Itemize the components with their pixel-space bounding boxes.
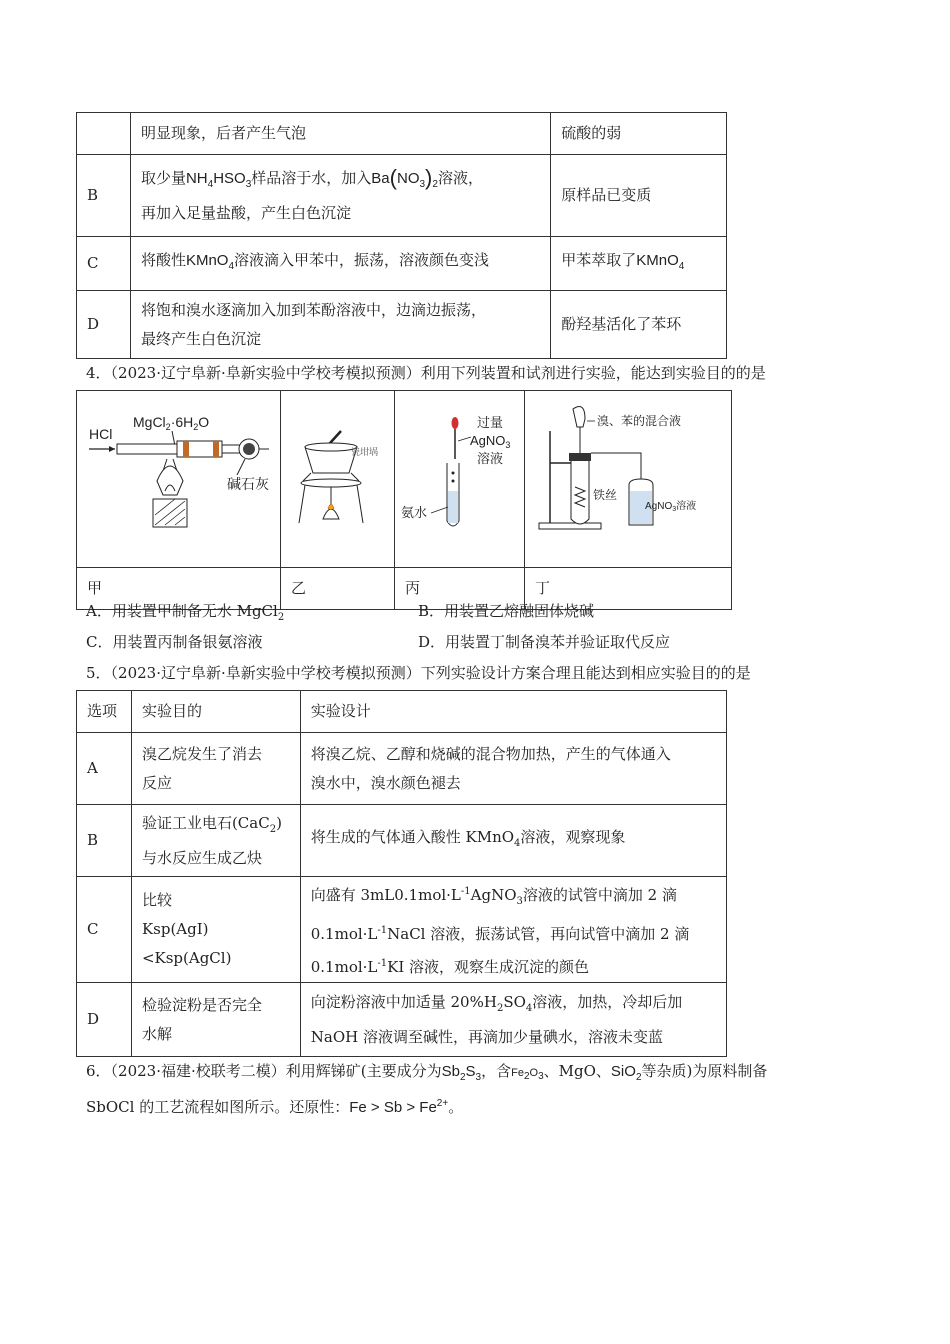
apparatus-ding [525, 391, 732, 568]
option-b[interactable]: B．用装置乙熔融固体烧碱 [418, 602, 595, 620]
cell-design: 取少量$NH_4HSO_3$样品溶于水，加入$Ba(NO_3)_2$溶液， 再加入足量盐酸，产生白色沉淀 [130, 155, 550, 237]
cell-option: B [77, 155, 131, 237]
svg-text:AgNO3: AgNO$_3$ [470, 433, 511, 450]
apparatus-yi-drawing [281, 391, 394, 557]
header-option: 选项 [77, 691, 132, 733]
svg-text:铁丝: 铁丝 [593, 488, 618, 502]
cell-option: A [77, 733, 132, 805]
apparatus-ding-drawing [525, 391, 731, 557]
svg-text:瓷坩埚: 瓷坩埚 [351, 448, 379, 458]
option-d[interactable]: D．用装置丁制备溴苯并验证取代反应 [418, 633, 671, 651]
apparatus-jia-drawing [77, 391, 280, 557]
cell-design: 向淀粉溶液中加适量 $20\%H_2SO_4$溶液，加热，冷却后加 NaOH 溶液调至碱性，再滴加少量碘水，溶液未变蓝 [300, 983, 726, 1057]
svg-text:过量: 过量 [477, 416, 504, 431]
cell-empty [77, 113, 131, 155]
table-q4-apparatus [76, 390, 732, 610]
table-row [77, 733, 727, 805]
question-6-line2: SbOCl 的工艺流程如图所示。还原性：$Fe > Sb > Fe^{2+}$。 [86, 1098, 464, 1116]
table-row [77, 805, 727, 877]
cell-design: 将溴乙烷、乙醇和烧碱的混合物加热，产生的气体通入 溴水中，溴水颜色褪去 [300, 733, 726, 805]
cell-option: C [77, 237, 131, 291]
cell-design: 将生成的气体通入酸性 KMnO$_4$溶液，观察现象 [300, 805, 726, 877]
table-row [77, 155, 727, 237]
cell-goal: 检验淀粉是否完全 水解 [131, 983, 300, 1057]
question-4-stem: 4．（2023·辽宁阜新·阜新实验中学校考模拟预测）利用下列装置和试剂进行实验，能达到实验目的的是 [86, 364, 766, 382]
svg-text:AgNO3溶液: AgNO$_3$溶液 [645, 501, 697, 513]
header-design: 实验设计 [300, 691, 726, 733]
label-bing: 丙 [395, 568, 525, 610]
table-q3 [76, 112, 727, 359]
question-6-line1: 6．（2023·福建·校联考二模）利用辉锑矿(主要成分为$Sb_2S_3$，含$Fe_2O_3$、MgO、SiO$_2$等杂质)为原料制备 [86, 1062, 768, 1083]
table-row [77, 291, 727, 359]
table-row [77, 877, 727, 983]
svg-text:HCl: HCl [89, 426, 113, 442]
cell-option: D [77, 291, 131, 359]
cell-goal: 比较 Ksp(AgI)<Ksp(AgCl) [131, 877, 300, 983]
cell-result: 原样品已变质 [551, 155, 727, 237]
svg-text:溴、苯的混合液: 溴、苯的混合液 [597, 414, 682, 428]
cell-option: D [77, 983, 132, 1057]
table-header-row [77, 691, 727, 733]
svg-text:MgCl2·6H2O: $MgCl_2\cdot 6H_2O$ [133, 414, 210, 432]
table-row [77, 113, 727, 155]
cell-result: 硫酸的弱 [551, 113, 727, 155]
svg-text:碱石灰: 碱石灰 [227, 477, 269, 493]
cell-design: 将酸性KMnO$_4$溶液滴入甲苯中，振荡，溶液颜色变浅 [130, 237, 550, 291]
table-row [77, 983, 727, 1057]
cell-result: 酚羟基活化了苯环 [551, 291, 727, 359]
cell-goal: 溴乙烷发生了消去 反应 [131, 733, 300, 805]
apparatus-jia [77, 391, 281, 568]
apparatus-bing-drawing [395, 391, 524, 557]
table-q5 [76, 690, 727, 1057]
cell-design: 向盛有 $3mL0.1mol\cdot L^{-1}AgNO_3$溶液的试管中滴加 2 滴 $0.1mol\cdot L^{-1}NaCl$ 溶液，振荡试管，再向试管中滴加 2 滴 $0.1mol\cdot L^{-1}KI$ 溶液，观察生成沉淀的颜色 [300, 877, 726, 983]
apparatus-yi [281, 391, 395, 568]
svg-text:溶液: 溶液 [477, 452, 504, 467]
cell-option: C [77, 877, 132, 983]
option-a[interactable]: A．用装置甲制备无水 MgCl$_2$ [86, 602, 285, 623]
cell-goal: 验证工业电石(CaC$_2$) 与水反应生成乙炔 [131, 805, 300, 877]
question-5-stem: 5．（2023·辽宁阜新·阜新实验中学校考模拟预测）下列实验设计方案合理且能达到相应实验目的的是 [86, 664, 751, 682]
cell-result: 甲苯萃取了KMnO$_4$ [551, 237, 727, 291]
cell-design: 将饱和溴水逐滴加入加到苯酚溶液中，边滴边振荡， 最终产生白色沉淀 [130, 291, 550, 359]
cell-design: 明显现象，后者产生气泡 [130, 113, 550, 155]
label-ding: 丁 [525, 568, 732, 610]
cell-option: B [77, 805, 132, 877]
label-jia: 甲 [77, 568, 281, 610]
svg-text:氨水: 氨水 [401, 506, 428, 521]
label-yi: 乙 [281, 568, 395, 610]
table-row [77, 237, 727, 291]
apparatus-bing [395, 391, 525, 568]
option-c[interactable]: C．用装置丙制备银氨溶液 [86, 633, 263, 651]
header-goal: 实验目的 [131, 691, 300, 733]
